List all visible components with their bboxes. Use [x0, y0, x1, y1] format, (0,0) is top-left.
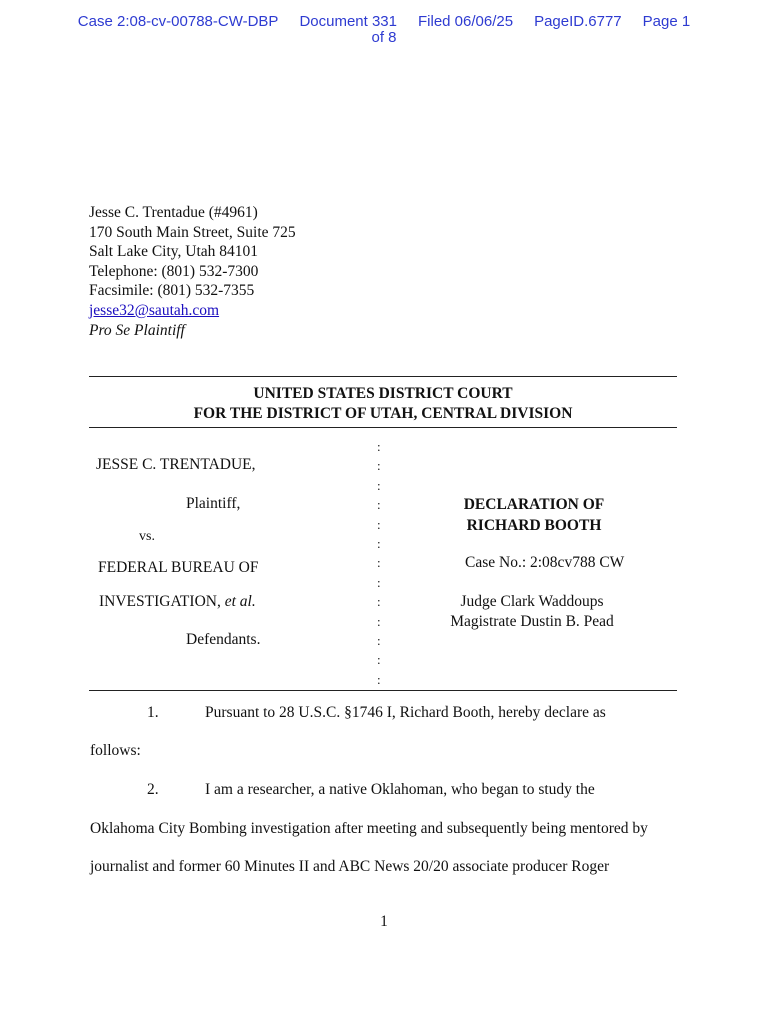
- paragraph-2-line-2: Oklahoma City Bombing investigation after meeting and subsequently being mentored by: [90, 820, 648, 837]
- colon: :: [377, 671, 381, 687]
- paragraph-2-number: 2.: [147, 781, 159, 798]
- plaintiff-name: JESSE C. TRENTADUE,: [96, 456, 256, 473]
- rule-mid: [89, 427, 677, 428]
- counsel-role: Pro Se Plaintiff: [89, 321, 185, 339]
- defendant-line-1: FEDERAL BUREAU OF: [98, 559, 259, 576]
- paragraph-1-text: Pursuant to 28 U.S.C. §1746 I, Richard Booth, hereby declare as: [205, 704, 606, 721]
- stamp-document: Document 331: [299, 13, 397, 30]
- rule-bottom: [89, 690, 677, 691]
- paragraph-1-continuation: follows:: [90, 742, 141, 759]
- court-line-2: FOR THE DISTRICT OF UTAH, CENTRAL DIVISION: [193, 404, 573, 422]
- colon: :: [377, 633, 381, 649]
- stamp-case-number: Case 2:08-cv-00788-CW-DBP: [77, 13, 279, 30]
- colon: :: [377, 555, 381, 571]
- versus-label: vs.: [139, 529, 155, 544]
- court-line-1: UNITED STATES DISTRICT COURT: [253, 385, 513, 402]
- colon: :: [377, 652, 381, 668]
- colon: :: [377, 574, 381, 590]
- counsel-telephone: Telephone: (801) 532-7300: [89, 262, 259, 280]
- defendant-name: INVESTIGATION,: [99, 593, 221, 610]
- document-title-line-1: DECLARATION OF: [463, 496, 605, 513]
- stamp-page-total: of 8: [371, 29, 397, 46]
- paragraph-2-text: I am a researcher, a native Oklahoman, who began to study the: [205, 781, 595, 798]
- counsel-email-link[interactable]: jesse32@sautah.com: [89, 301, 220, 319]
- rule-top: [89, 376, 677, 377]
- judge-block: [432, 592, 632, 631]
- magistrate-name: Magistrate Dustin B. Pead: [450, 612, 614, 630]
- colon: :: [377, 439, 381, 454]
- paragraph-1-number: 1.: [147, 704, 159, 721]
- counsel-name: Jesse C. Trentadue (#4961): [89, 204, 258, 221]
- colon: :: [377, 594, 381, 610]
- colon: :: [377, 516, 381, 532]
- defendant-etal: et al.: [224, 593, 256, 610]
- document-title: [434, 494, 634, 536]
- colon: :: [377, 477, 381, 493]
- counsel-street: 170 South Main Street, Suite 725: [89, 223, 296, 241]
- colon: :: [377, 613, 381, 629]
- defendants-label: Defendants.: [186, 631, 261, 648]
- caption-colon-column: [377, 437, 381, 689]
- document-title-line-2: RICHARD BOOTH: [466, 517, 602, 534]
- judge-name: Judge Clark Waddoups: [460, 593, 604, 610]
- case-number: Case No.: 2:08cv788 CW: [465, 554, 625, 571]
- stamp-page: Page 1: [642, 13, 691, 30]
- counsel-city: Salt Lake City, Utah 84101: [89, 243, 259, 261]
- plaintiff-label: Plaintiff,: [186, 495, 241, 512]
- stamp-filed-date: Filed 06/06/25: [418, 13, 514, 30]
- colon: :: [377, 497, 381, 513]
- ecf-header-stamp: [60, 14, 708, 46]
- page-number: 1: [380, 913, 388, 930]
- colon: :: [377, 536, 381, 552]
- stamp-pageid: PageID.6777: [534, 13, 622, 30]
- defendant-line-2: [99, 592, 256, 611]
- paragraph-2-line-3: journalist and former 60 Minutes II and ABC News 20/20 associate producer Roger: [90, 858, 610, 875]
- colon: :: [377, 458, 381, 474]
- court-heading: [89, 384, 677, 423]
- counsel-facsimile: Facsimile: (801) 532-7355: [89, 282, 255, 300]
- counsel-block: [89, 203, 296, 340]
